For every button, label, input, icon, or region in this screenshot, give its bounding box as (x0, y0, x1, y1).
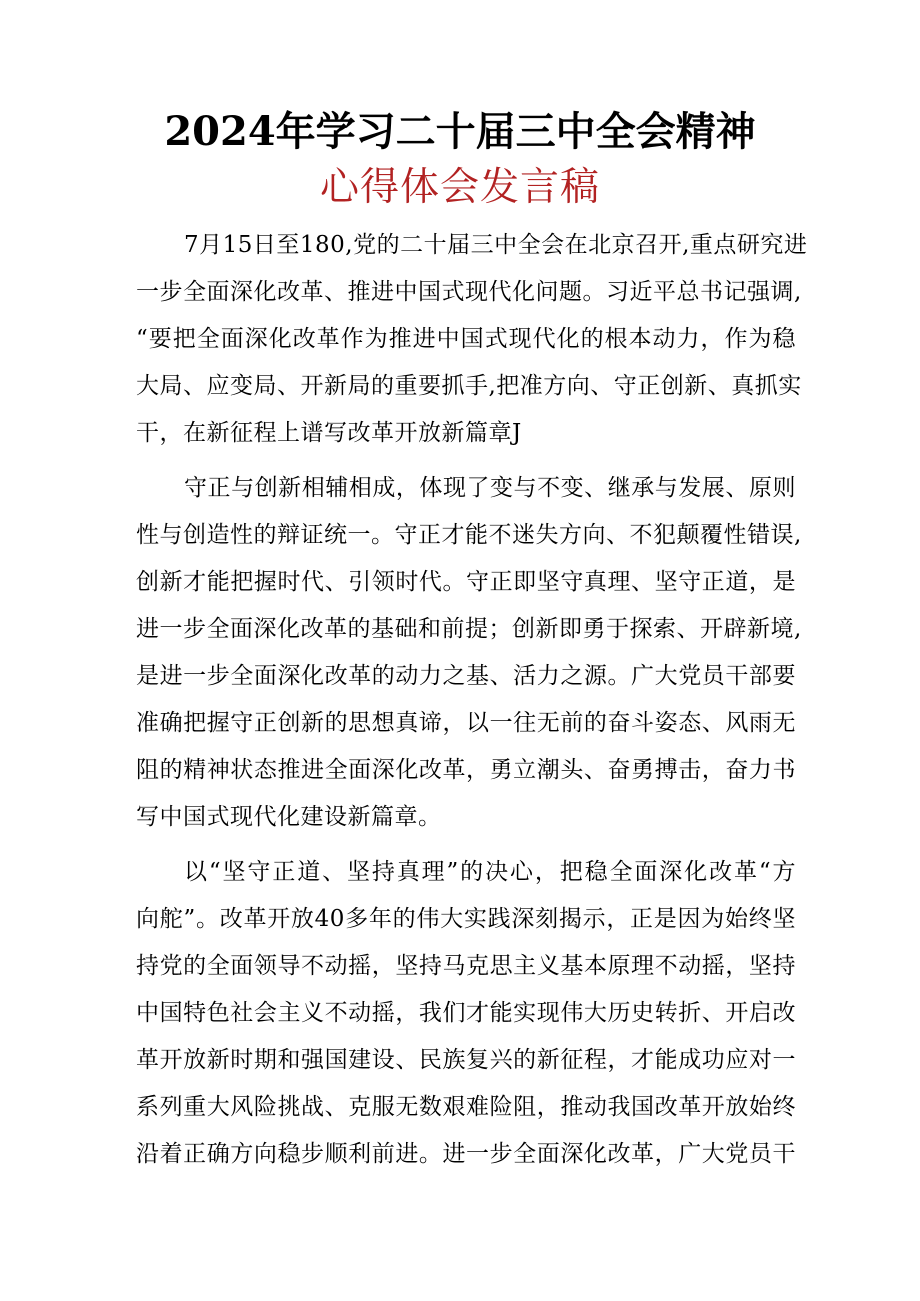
paragraph-3 (136, 849, 796, 1178)
paragraph-line: 创新才能把握时代、引领时代。守正即坚守真理、坚守正道，是 (136, 569, 796, 595)
paragraph-line: 阻的精神状态推进全面深化改革，勇立潮头、奋勇搏击，奋力书 (136, 757, 796, 783)
paragraph-line: 写中国式现代化建设新篇章。 (136, 804, 442, 830)
paragraph-line: 大局、应变局、开新局的重要抓手,把准方向、守正创新、真抓实 (136, 373, 802, 399)
paragraph-1 (136, 222, 808, 457)
paragraph-line: 7月15日至180,党的二十届三中全会在北京召开,重点研究进 (184, 232, 808, 258)
paragraph-line: 持党的全面领导不动摇，坚持马克思主义基本原理不动摇，坚持 (136, 953, 796, 979)
paragraph-line: 沿着正确方向稳步顺利前进。进一步全面深化改革，广大党员干 (136, 1141, 796, 1167)
paragraph-line: 一步全面深化改革、推进中国式现代化问题。习近平总书记强调, (136, 279, 802, 305)
paragraph-line: 准确把握守正创新的思想真谛，以一往无前的奋斗姿态、风雨无 (136, 710, 796, 736)
paragraph-2 (136, 465, 802, 841)
paragraph-line: 系列重大风险挑战、克服无数艰难险阻，推动我国改革开放始终 (136, 1094, 796, 1120)
paragraph-line: “要把全面深化改革作为推进中国式现代化的根本动力，作为稳 (136, 326, 796, 352)
paragraph-line: 向舵”。改革开放40多年的伟大实践深刻揭示，正是因为始终坚 (136, 906, 796, 932)
paragraph-line: 是进一步全面深化改革的动力之基、活力之源。广大党员干部要 (136, 663, 796, 689)
document-title: 2024年学习二十届三中全会精神 (164, 108, 756, 155)
paragraph-line: 革开放新时期和强国建设、民族复兴的新征程，才能成功应对一 (136, 1047, 796, 1073)
paragraph-line: 中国特色社会主义不动摇，我们才能实现伟大历史转折、开启改 (136, 1000, 796, 1026)
paragraph-line: 以“坚守正道、坚持真理”的决心，把稳全面深化改革“方 (184, 859, 796, 885)
paragraph-line: 守正与创新相辅相成，体现了变与不变、继承与发展、原则 (184, 475, 796, 501)
paragraph-line: 进一步全面深化改革的基础和前提；创新即勇于探索、开辟新境, (136, 616, 802, 642)
document-body (136, 222, 808, 1178)
paragraph-line: 性与创造性的辩证统一。守正才能不迷失方向、不犯颠覆性错误, (136, 522, 802, 548)
document-subtitle: 心得体会发言稿 (319, 165, 600, 210)
paragraph-line: 干，在新征程上谱写改革开放新篇章J (136, 420, 522, 446)
